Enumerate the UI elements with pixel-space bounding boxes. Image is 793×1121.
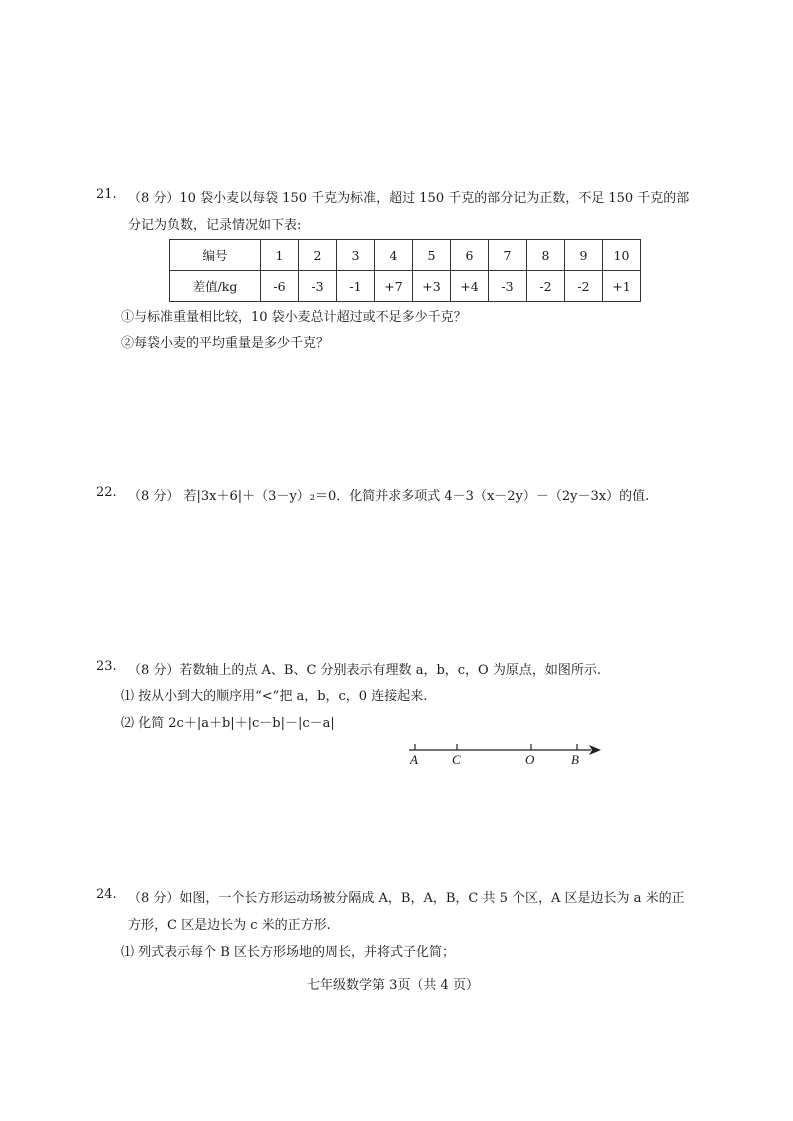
- table-cell: 2: [299, 240, 337, 271]
- point-label-b: B: [571, 752, 579, 767]
- q22-number: 22.: [96, 485, 117, 500]
- table-cell: +3: [413, 271, 451, 302]
- table-header-difference: 差值/kg: [170, 271, 261, 302]
- q24-text-line2: 方形，C 区是边长为 c 米的正方形.: [128, 918, 331, 933]
- table-cell: 1: [261, 240, 299, 271]
- q21-number: 21.: [96, 187, 117, 202]
- table-cell: -1: [337, 271, 375, 302]
- page-footer: 七年级数学第 3页（共 4 页）: [307, 978, 479, 993]
- table-cell: -3: [489, 271, 527, 302]
- table-cell: -6: [261, 271, 299, 302]
- q24-text-line1: （8 分）如图，一个长方形运动场被分隔成 A，B，A，B，C 共 5 个区，A 区是边长为 a 米的正: [128, 891, 685, 906]
- table-cell: +1: [603, 271, 641, 302]
- table-cell: +4: [451, 271, 489, 302]
- table-cell: 9: [565, 240, 603, 271]
- point-label-a: A: [410, 752, 418, 767]
- table-cell: +7: [375, 271, 413, 302]
- table-header-number: 编号: [170, 240, 261, 271]
- table-cell: -2: [565, 271, 603, 302]
- q21-text-line2: 分记为负数，记录情况如下表:: [128, 218, 302, 233]
- q21-text-line1: （8 分）10 袋小麦以每袋 150 千克为标准，超过 150 千克的部分记为正数，不足 150 千克的部: [128, 191, 690, 206]
- weight-difference-table: [169, 239, 641, 302]
- table-cell: 6: [451, 240, 489, 271]
- point-label-c: C: [452, 752, 461, 767]
- q23-text: （8 分）若数轴上的点 A、B、C 分别表示有理数 a，b，c，O 为原点，如图所示.: [128, 663, 601, 678]
- table-cell: -3: [299, 271, 337, 302]
- table-cell: 4: [375, 240, 413, 271]
- q22-text: （8 分） 若|3x＋6|＋（3－y）₂＝0．化简并求多项式 4－3（x－2y）－（2y－3x）的值.: [128, 489, 650, 504]
- table-cell: 7: [489, 240, 527, 271]
- table-cell: 5: [413, 240, 451, 271]
- q23-subquestion-2: ⑵ 化简 2c＋|a＋b|＋|c－b|－|c－a|: [121, 716, 335, 731]
- q21-subquestion-2: ②每袋小麦的平均重量是多少千克？: [121, 336, 330, 351]
- q23-number: 23.: [96, 659, 117, 674]
- q24-subquestion-1: ⑴ 列式表示每个 B 区长方形场地的周长，并将式子化简；: [121, 945, 455, 960]
- q23-subquestion-1: ⑴ 按从小到大的顺序用“<”把 a，b，c，0 连接起来.: [121, 689, 428, 704]
- table-cell: -2: [527, 271, 565, 302]
- table-cell: 8: [527, 240, 565, 271]
- table-cell: 10: [603, 240, 641, 271]
- table-row-difference: [170, 271, 641, 302]
- table-cell: 3: [337, 240, 375, 271]
- table-row-number: [170, 240, 641, 271]
- point-label-o: O: [525, 752, 535, 767]
- q24-number: 24.: [96, 887, 117, 902]
- q21-subquestion-1: ①与标准重量相比较，10 袋小麦总计超过或不足多少千克？: [121, 310, 467, 325]
